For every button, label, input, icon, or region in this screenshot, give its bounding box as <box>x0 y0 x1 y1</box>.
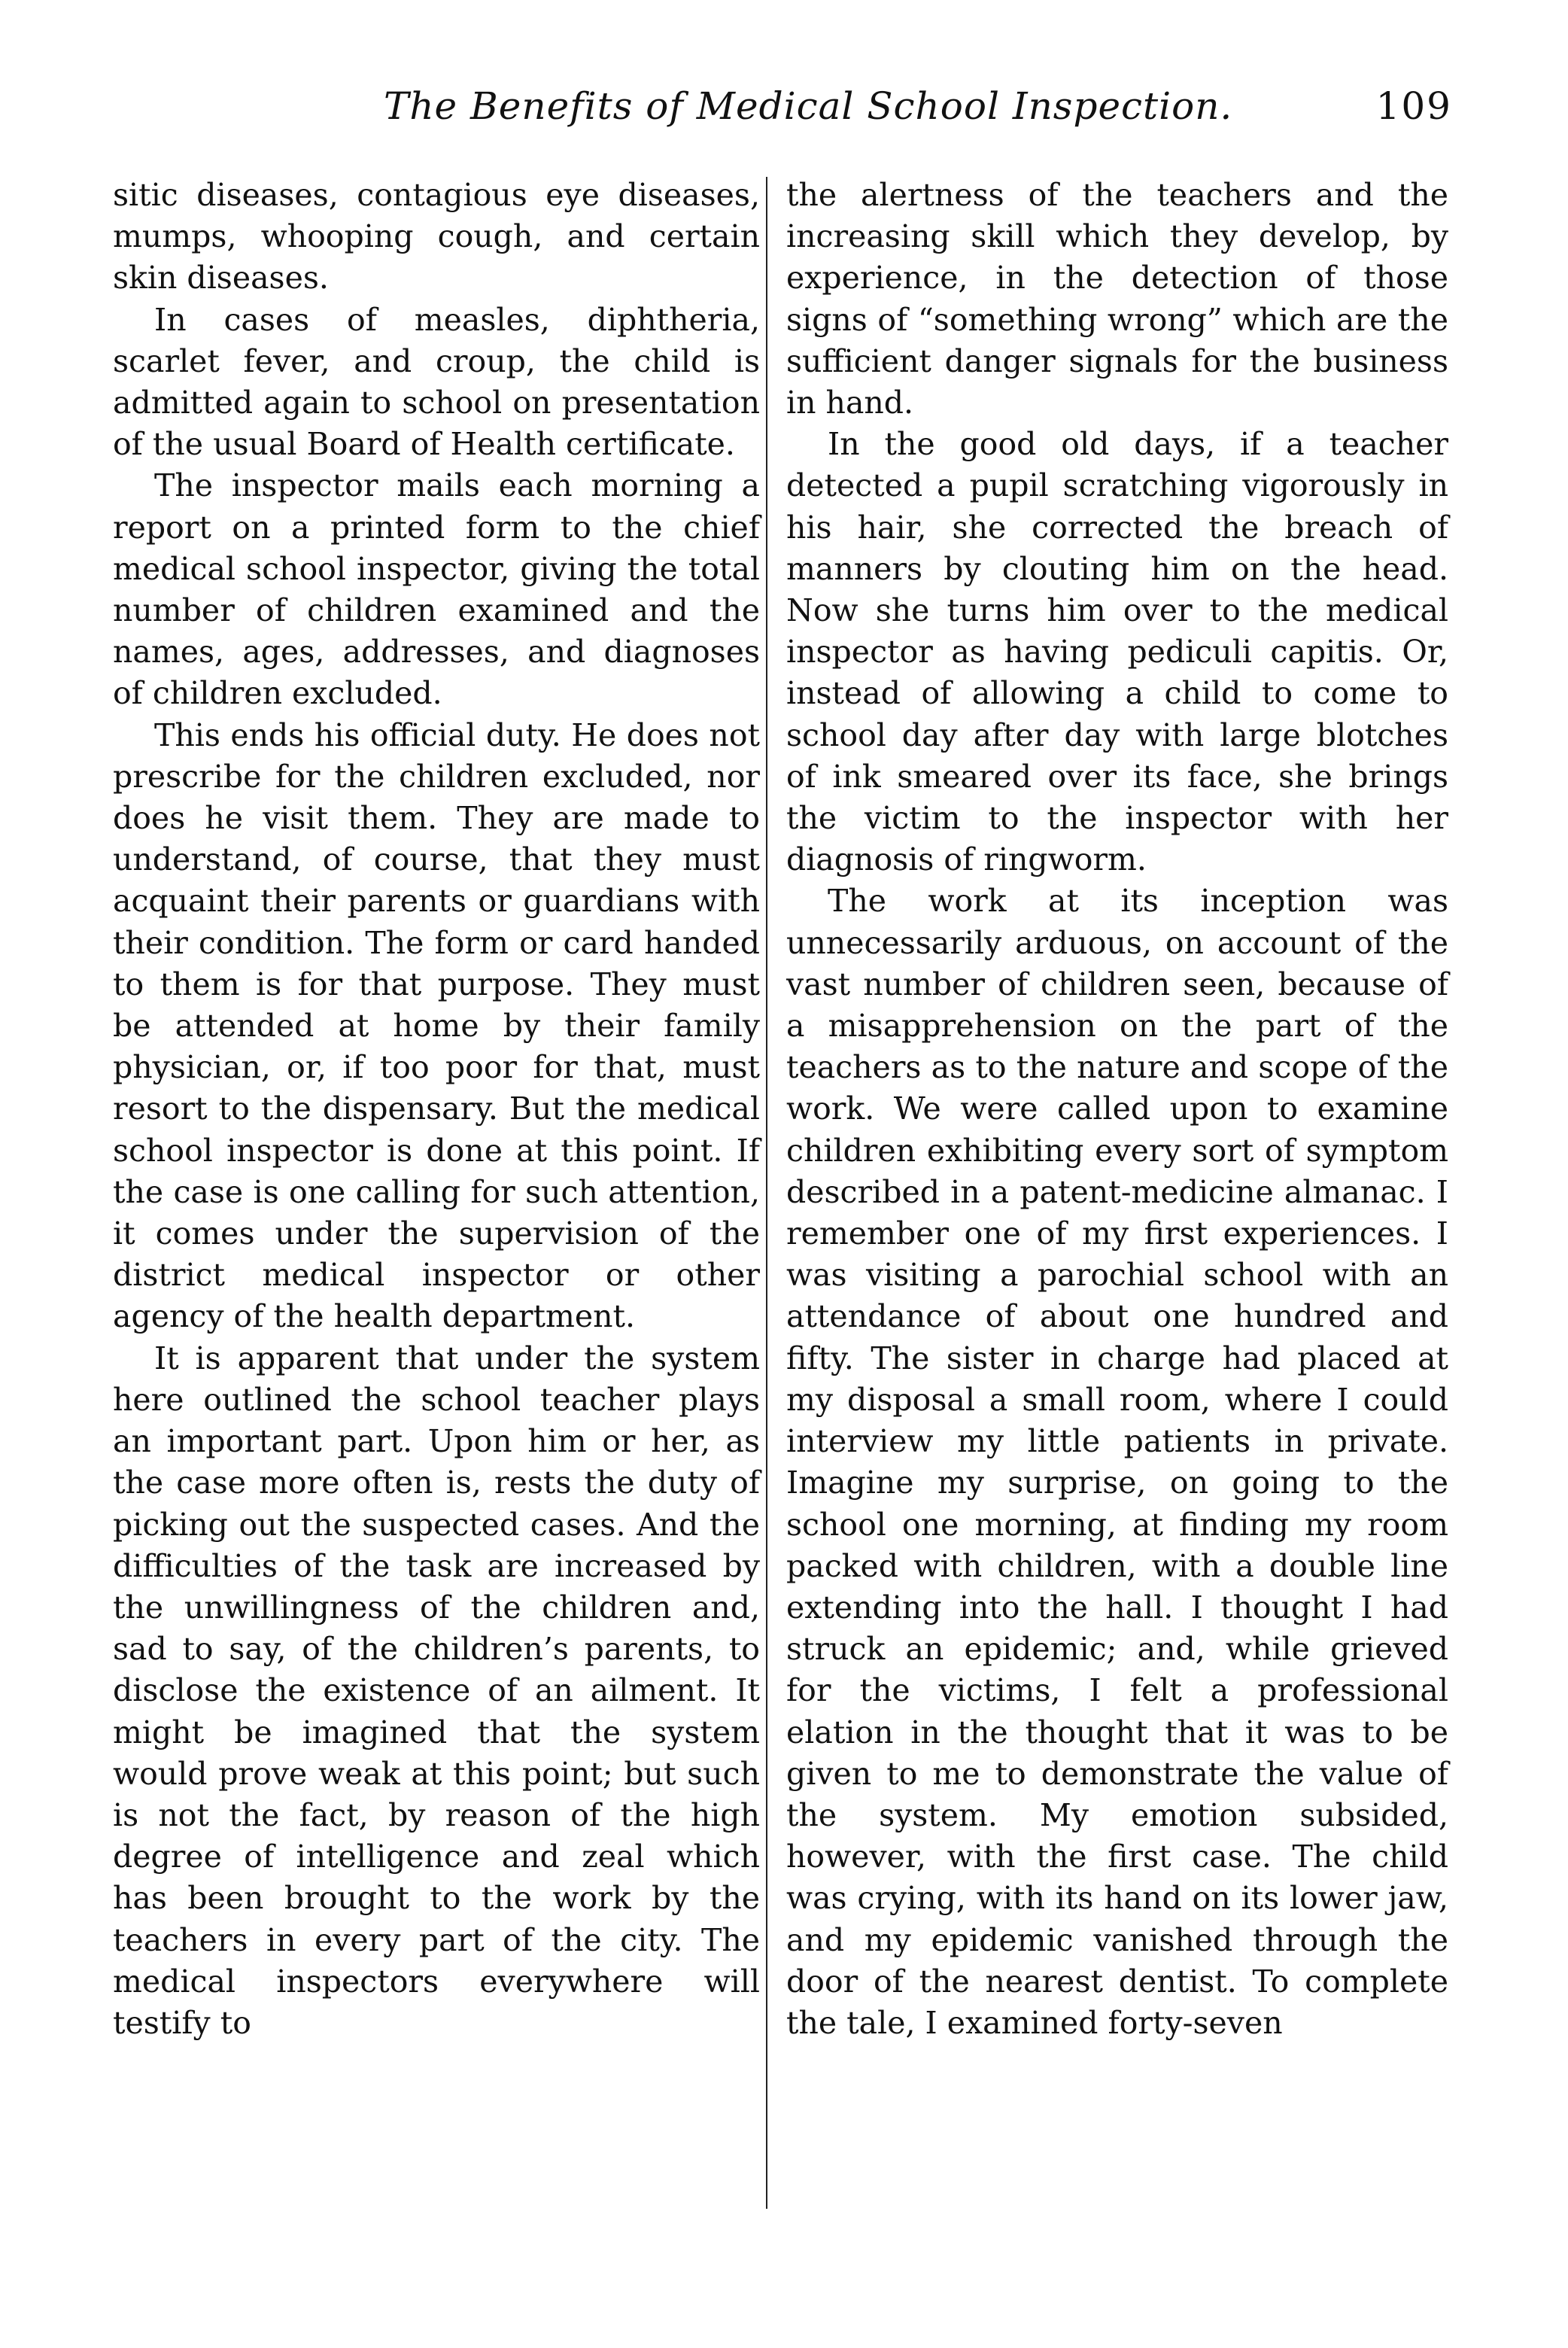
running-title: The Benefits of Medical School Inspection. <box>384 84 1233 128</box>
column-divider <box>766 177 767 2209</box>
paragraph: In the good old days, if a teacher detected a pupil scratching vigorously in his hair, she corrected the breach of manners by clouting him on the head. Now she turns him over to the medical inspector as having pediculi capitis. Or, instead of allowing a child to come to school day after day with large blotches of ink smeared over its face, she brings the victim to the inspector with her diagnosis of ringworm. <box>786 426 1448 878</box>
paragraph: sitic diseases, contagious eye diseases, mumps, whooping cough, and certain skin diseases. <box>113 177 760 297</box>
right-column <box>786 175 1448 2044</box>
page-number: 109 <box>1375 84 1452 128</box>
running-header <box>113 84 1452 144</box>
paragraph: the alertness of the teachers and the increasing skill which they develop, by experience, in the detection of those signs of “something wrong” which are the sufficient danger signals for the business in hand. <box>786 177 1448 421</box>
paragraph: This ends his official duty. He does not prescribe for the children excluded, nor does he visit them. They are made to understand, of course, that they must acquaint their parents or guardians with their condition. The form or card handed to them is for that purpose. They must be attended at home by their family physician, or, if too poor for that, must resort to the dispensary. But the medical school inspector is done at this point. If the case is one calling for such attention, it comes under the supervision of the district medical inspector or other agency of the health department. <box>113 716 760 1335</box>
paragraph: The inspector mails each morning a report on a printed form to the chief medical school inspector, giving the total number of children examined and the names, ages, addresses, and diagnoses of children excluded. <box>113 467 760 712</box>
paragraph: The work at its inception was unnecessarily arduous, on account of the vast number of children seen, because of a misapprehension on the part of the teachers as to the nature and scope of the work. We were called upon to examine children exhibiting every sort of symptom described in a patent-medicine almanac. I remember one of my first experiences. I was visiting a parochial school with an attendance of about one hundred and fifty. The sister in charge had placed at my disposal a small room, where I could interview my little patients in private. Imagine my surprise, on going to the school one morning, at finding my room packed with children, with a double line extending into the hall. I thought I had struck an epidemic; and, while grieved for the victims, I felt a professional elation in the thought that it was to be given to me to demonstrate the value of the system. My emotion subsided, however, with the first case. The child was crying, with its hand on its lower jaw, and my epidemic vanished through the door of the nearest dentist. To complete the tale, I examined forty-seven <box>786 883 1448 2041</box>
paragraph: It is apparent that under the system here outlined the school teacher plays an important part. Upon him or her, as the case more often is, rests the duty of picking out the suspected cases. And the difficulties of the task are increased by the unwillingness of the children and, sad to say, of the children’s parents, to disclose the existence of an ailment. It might be imagined that the system would prove weak at this point; but such is not the fact, by reason of the high degree of intelligence and zeal which has been brought to the work by the teachers in every part of the city. The medical inspectors everywhere will testify to <box>113 1340 760 2041</box>
paragraph: In cases of measles, diphtheria, scarlet fever, and croup, the child is admitted again to school on presentation of the usual Board of Health certificate. <box>113 301 760 463</box>
left-column <box>113 175 760 2044</box>
